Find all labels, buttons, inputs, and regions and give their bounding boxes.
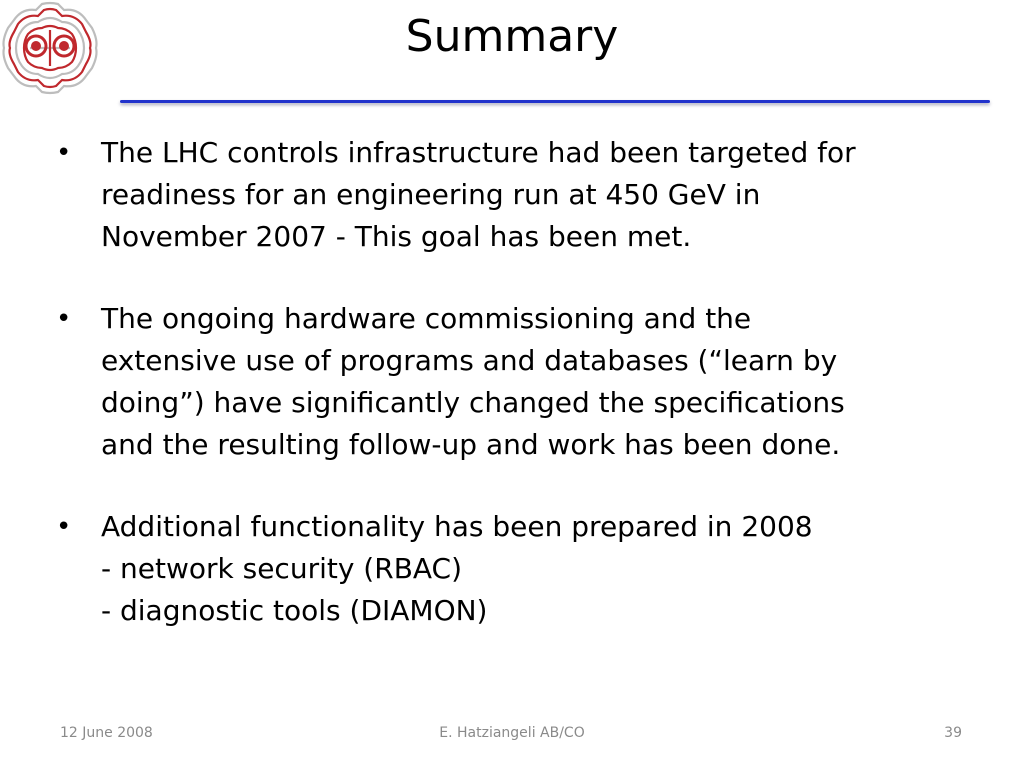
bullet-text-line: extensive use of programs and databases (“learn by xyxy=(101,344,838,377)
bullet-item xyxy=(56,506,956,632)
bullet-text-line: - diagnostic tools (DIAMON) xyxy=(101,594,488,627)
bullet-item xyxy=(56,132,956,258)
bullet-item xyxy=(56,298,956,466)
footer-date: 12 June 2008 xyxy=(60,725,153,741)
bullet-text-line: readiness for an engineering run at 450 GeV in xyxy=(101,178,761,211)
bullet-text-line: Additional functionality has been prepared in 2008 xyxy=(101,510,813,543)
footer-author: E. Hatziangeli AB/CO xyxy=(439,725,585,741)
footer-page-number: 39 xyxy=(944,725,962,741)
bullet-point-icon: • xyxy=(56,512,72,542)
bullet-text-line: and the resulting follow-up and work has been done. xyxy=(101,428,841,461)
bullet-text-line: November 2007 - This goal has been met. xyxy=(101,220,692,253)
bullet-point-icon: • xyxy=(56,138,72,168)
bullet-point-icon: • xyxy=(56,304,72,334)
bullet-text-line: The ongoing hardware commissioning and the xyxy=(101,302,752,335)
bullet-list xyxy=(56,132,956,672)
title-divider xyxy=(120,100,990,103)
bullet-text-line: The LHC controls infrastructure had been targeted for xyxy=(101,136,856,169)
slide-title: Summary xyxy=(405,11,619,62)
bullet-text-line: - network security (RBAC) xyxy=(101,552,463,585)
bullet-text-line: doing”) have significantly changed the specifications xyxy=(101,386,845,419)
